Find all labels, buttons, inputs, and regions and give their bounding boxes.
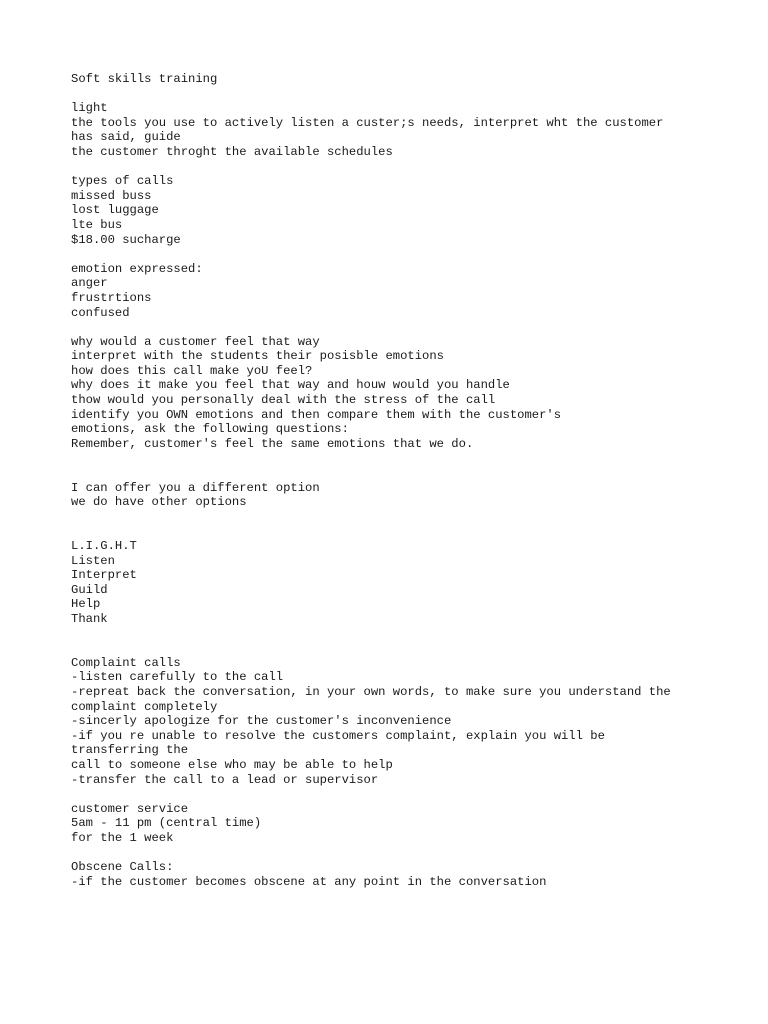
text-line: light bbox=[71, 101, 108, 116]
spacer bbox=[71, 160, 751, 175]
text-line: for the 1 week bbox=[71, 830, 174, 845]
list-item: Thank bbox=[71, 611, 108, 626]
text-line: call to someone else who may be able to help bbox=[71, 757, 393, 772]
list-item: Interpret bbox=[71, 568, 137, 583]
text-line: complaint completely bbox=[71, 699, 218, 714]
emotions-section bbox=[71, 262, 751, 320]
text-line: I can offer you a different option bbox=[71, 480, 320, 495]
spacer bbox=[71, 87, 751, 102]
text-line: why does it make you feel that way and houw would you handle bbox=[71, 378, 510, 393]
types-of-calls-section bbox=[71, 174, 751, 247]
list-item: Guild bbox=[71, 582, 108, 597]
spacer bbox=[71, 627, 751, 656]
list-item: lost luggage bbox=[71, 203, 159, 218]
list-item: $18.00 sucharge bbox=[71, 232, 181, 247]
list-item: Listen bbox=[71, 553, 115, 568]
text-line: we do have other options bbox=[71, 495, 247, 510]
text-line: the tools you use to actively listen a custer;s needs, interpret wht the customer bbox=[71, 115, 664, 130]
section-heading: types of calls bbox=[71, 174, 174, 189]
text-line: emotions, ask the following questions: bbox=[71, 422, 349, 437]
obscene-calls-section bbox=[71, 860, 751, 889]
light-acronym-section bbox=[71, 539, 751, 627]
light-intro-section bbox=[71, 101, 751, 159]
text-line: transferring the bbox=[71, 743, 189, 758]
options-section bbox=[71, 481, 751, 510]
text-line: -repreat back the conversation, in your own words, to make sure you understand the bbox=[71, 684, 671, 699]
text-line: -if the customer becomes obscene at any point in the conversation bbox=[71, 874, 547, 889]
section-heading: L.I.G.H.T bbox=[71, 539, 137, 553]
list-item: missed buss bbox=[71, 188, 152, 203]
text-line: -listen carefully to the call bbox=[71, 670, 284, 685]
section-heading: customer service bbox=[71, 801, 189, 816]
text-line: -sincerly apologize for the customer's inconvenience bbox=[71, 714, 452, 729]
spacer bbox=[71, 320, 751, 335]
spacer bbox=[71, 510, 751, 539]
section-heading: Obscene Calls: bbox=[71, 860, 174, 875]
section-heading: emotion expressed: bbox=[71, 261, 203, 276]
questions-section bbox=[71, 335, 751, 452]
text-line: interpret with the students their posisble emotions bbox=[71, 349, 444, 364]
section-heading: Complaint calls bbox=[71, 655, 181, 670]
list-item: anger bbox=[71, 276, 108, 291]
document-page bbox=[71, 72, 751, 889]
text-line: the customer throght the available schedules bbox=[71, 144, 393, 159]
spacer bbox=[71, 787, 751, 802]
spacer bbox=[71, 247, 751, 262]
spacer bbox=[71, 451, 751, 480]
text-line: Remember, customer's feel the same emotions that we do. bbox=[71, 436, 474, 451]
spacer bbox=[71, 845, 751, 860]
text-line: -transfer the call to a lead or supervisor bbox=[71, 772, 379, 787]
text-line: thow would you personally deal with the stress of the call bbox=[71, 393, 496, 408]
text-line: identify you OWN emotions and then compare them with the customer's bbox=[71, 407, 562, 422]
list-item: Help bbox=[71, 597, 101, 612]
list-item: confused bbox=[71, 305, 130, 320]
text-line: has said, guide bbox=[71, 130, 181, 145]
text-line: -if you re unable to resolve the customers complaint, explain you will be bbox=[71, 728, 605, 743]
complaint-calls-section bbox=[71, 656, 751, 787]
text-line: 5am - 11 pm (central time) bbox=[71, 816, 262, 831]
document-title: Soft skills training bbox=[71, 72, 218, 86]
list-item: lte bus bbox=[71, 217, 123, 232]
list-item: frustrtions bbox=[71, 290, 152, 305]
text-line: how does this call make yoU feel? bbox=[71, 363, 313, 378]
customer-service-section bbox=[71, 802, 751, 846]
text-line: why would a customer feel that way bbox=[71, 334, 320, 349]
